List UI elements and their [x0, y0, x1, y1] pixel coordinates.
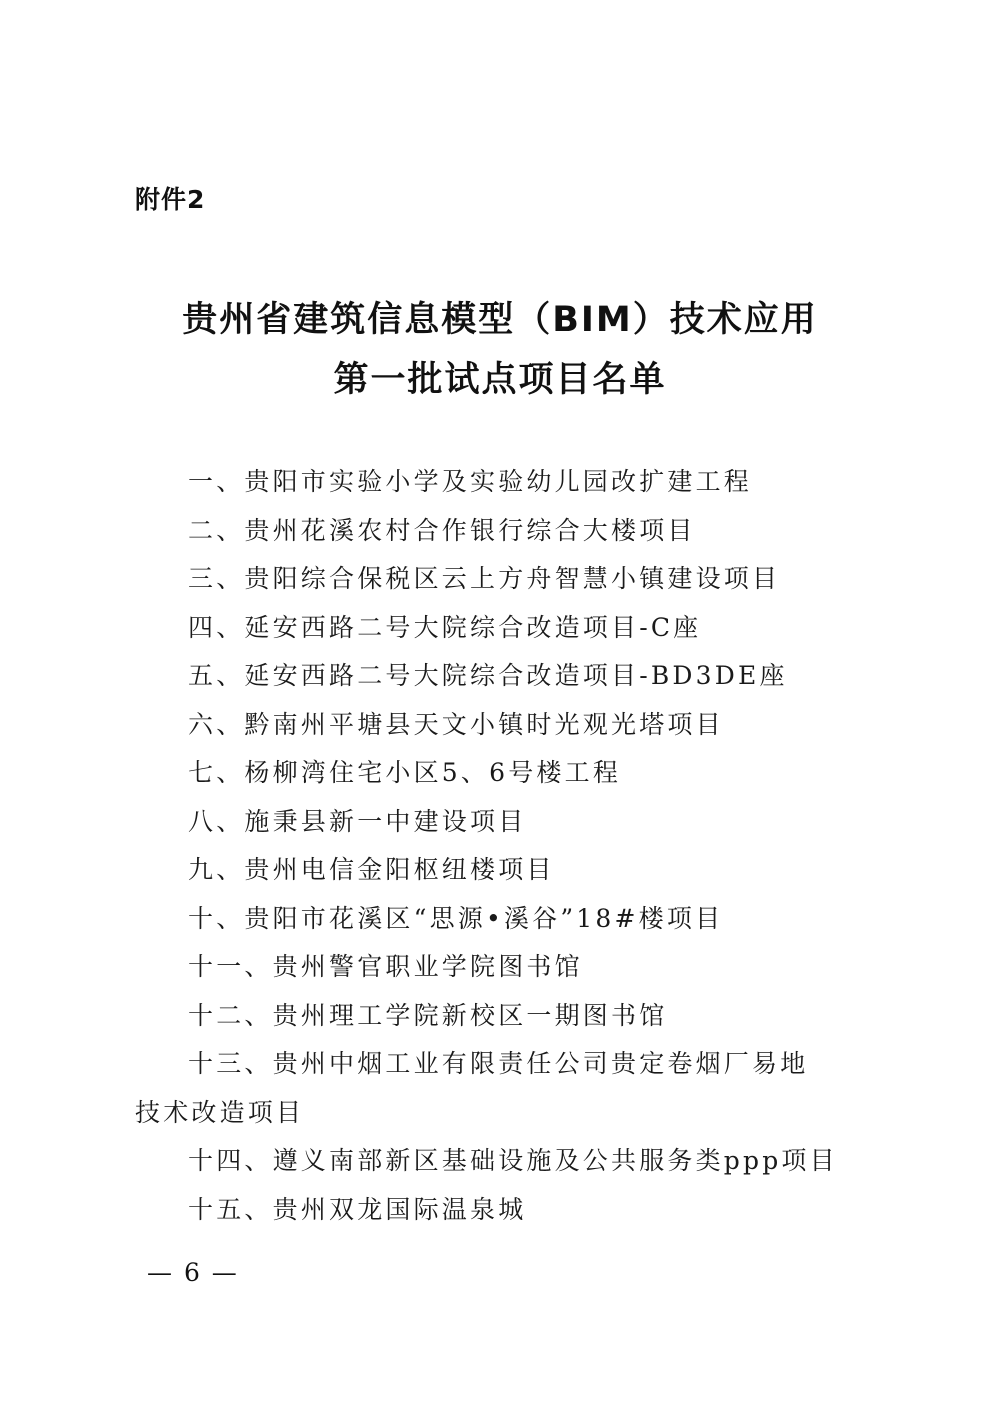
list-item: 五、延安西路二号大院综合改造项目-BD3DE座	[188, 661, 788, 690]
document-title-line-2: 第一批试点项目名单	[333, 360, 667, 400]
list-item: 十一、贵州警官职业学院图书馆	[188, 952, 583, 981]
project-list	[0, 458, 1000, 1234]
page-number: — 6 —	[147, 1258, 239, 1287]
list-item: 十、贵阳市花溪区“思源•溪谷”18#楼项目	[188, 903, 724, 933]
list-item: 六、黔南州平塘县天文小镇时光观光塔项目	[188, 709, 724, 739]
list-item: 十五、贵州双龙国际温泉城	[188, 1194, 527, 1224]
list-item: 九、贵州电信金阳枢纽楼项目	[188, 855, 555, 884]
list-item: 十二、贵州理工学院新校区一期图书馆	[188, 1000, 668, 1030]
list-item: 七、杨柳湾住宅小区5、6号楼工程	[188, 758, 622, 787]
document-title-line-1: 贵州省建筑信息模型（BIM）技术应用	[182, 300, 818, 340]
attachment-label: 附件2	[135, 185, 206, 214]
list-item: 十四、遵义南部新区基础设施及公共服务类ppp项目	[188, 1146, 838, 1175]
list-item: 一、贵阳市实验小学及实验幼儿园改扩建工程	[188, 467, 753, 496]
list-item: 四、延安西路二号大院综合改造项目-C座	[188, 612, 702, 642]
list-item: 十三、贵州中烟工业有限责任公司贵定卷烟厂易地技术改造项目	[135, 1049, 809, 1127]
list-item: 二、贵州花溪农村合作银行综合大楼项目	[188, 515, 696, 545]
list-item: 八、施秉县新一中建设项目	[188, 806, 527, 836]
list-item: 三、贵阳综合保税区云上方舟智慧小镇建设项目	[188, 564, 781, 593]
